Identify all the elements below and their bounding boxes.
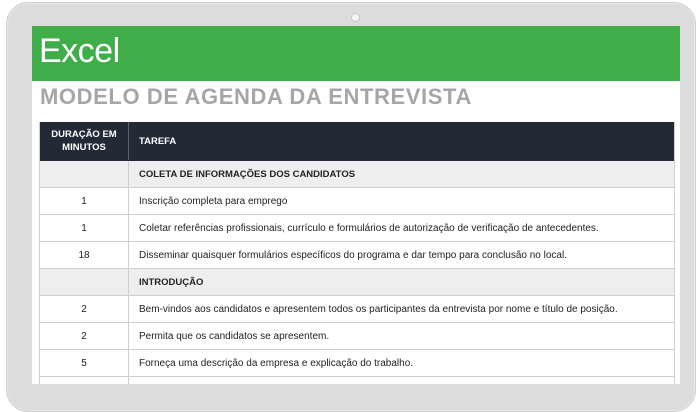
table-row [40,215,674,242]
duration-value: 2 [81,330,87,342]
task-cell[interactable] [129,242,674,268]
task-cell[interactable] [129,350,674,376]
table-row [40,188,674,215]
duration-cell[interactable] [40,242,129,268]
task-cell[interactable] [129,296,674,322]
excel-banner [32,26,680,81]
header-cell-task[interactable] [129,122,674,160]
table-row [40,296,674,323]
table-header-row [40,122,674,161]
duration-value: 2 [81,303,87,315]
duration-cell[interactable] [40,215,129,241]
section-title-cell[interactable] [129,161,674,187]
section-duration-cell[interactable] [40,269,129,295]
section-duration-cell[interactable] [40,161,129,187]
section-row [40,269,674,296]
table-row [40,350,674,377]
table-row [40,377,674,384]
task-text: Permita que os candidatos se apresentem. [139,330,330,342]
task-text: Forneça uma descrição da empresa e explicação do trabalho. [139,357,414,369]
duration-value: 5 [81,357,87,369]
section-title: INTRODUÇÃO [139,276,204,288]
section-row [40,161,674,188]
duration-value: 18 [78,249,90,261]
agenda-table [39,122,675,384]
task-text: Coletar referências profissionais, currículo e formulários de autorização de verificação de antecedentes. [139,222,599,234]
task-cell[interactable] [129,323,674,349]
spreadsheet-screen [32,26,680,384]
task-cell[interactable] [129,188,674,214]
duration-cell[interactable] [40,188,129,214]
task-text: Bem-vindos aos candidatos e apresentem todos os participantes da entrevista por nome e título de posição. [139,303,618,315]
task-text: Inscrição completa para emprego [139,195,288,207]
section-title-cell[interactable] [129,269,674,295]
header-task-label: TAREFA [139,135,177,147]
task-text: Disseminar quaisquer formulários específicos do programa e dar tempo para conclusão no local. [139,249,567,261]
duration-cell[interactable] [40,377,129,384]
header-cell-duration[interactable] [40,122,129,160]
task-cell[interactable] [129,377,674,384]
duration-cell[interactable] [40,296,129,322]
sheet-title: MODELO DE AGENDA DA ENTREVISTA [40,84,472,109]
task-cell[interactable] [129,215,674,241]
duration-cell[interactable] [40,323,129,349]
table-row [40,323,674,350]
section-title: COLETA DE INFORMAÇÕES DOS CANDIDATOS [139,168,356,180]
duration-cell[interactable] [40,350,129,376]
duration-value: 1 [81,222,87,234]
duration-value: 1 [81,195,87,207]
camera-dot [351,13,360,22]
app-title: Excel [39,32,120,70]
table-row [40,242,674,269]
header-duration-label: DURAÇÃO EM MINUTOS [51,129,117,153]
